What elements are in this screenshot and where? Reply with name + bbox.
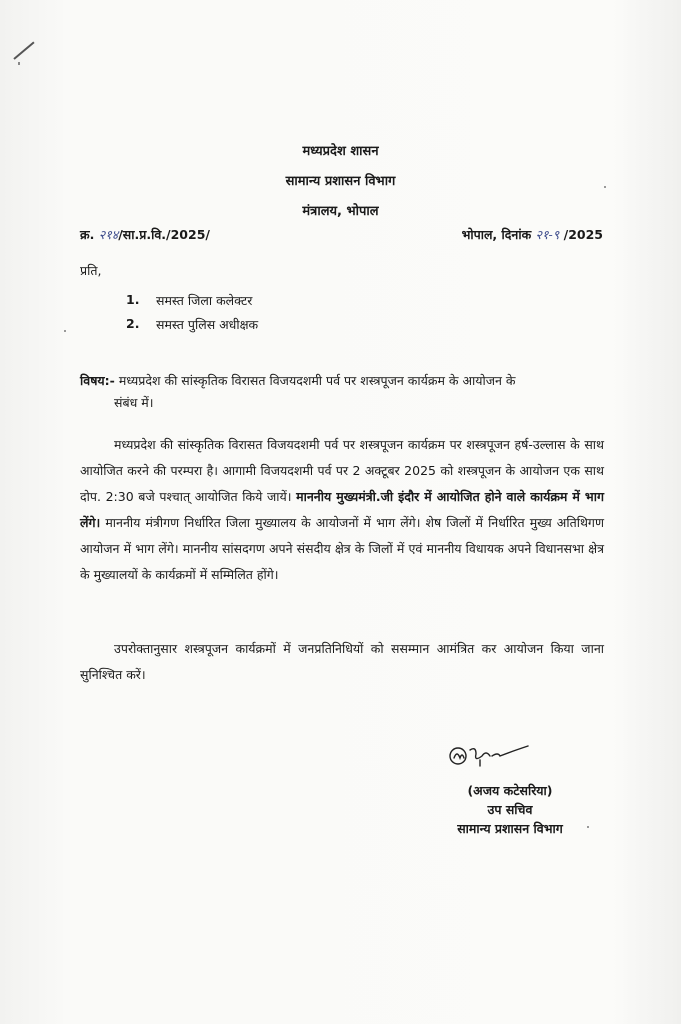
header-location: मंत्रालय, भोपाल <box>302 204 379 219</box>
recipient-item <box>126 316 258 333</box>
recipient-text: समस्त पुलिस अधीक्षक <box>156 317 259 332</box>
date-prefix: भोपाल, दिनांक <box>461 227 532 242</box>
reference-prefix: क्र. <box>80 227 95 242</box>
date-handwritten: २१-९ <box>535 227 560 242</box>
paper-speck <box>587 826 589 828</box>
letter-date <box>462 226 603 243</box>
recipient-number: 1. <box>126 292 140 307</box>
subject-text-line1: मध्यप्रदेश की सांस्कृतिक विरासत विजयदशमी पर्व पर शस्त्रपूजन कार्यक्रम के आयोजन के <box>118 373 516 388</box>
pen-mark <box>13 42 34 60</box>
para1-text-continued: माननीय मंत्रीगण निर्धारित जिला मुख्यालय के आयोजनों में भाग लेंगे। शेष जिलों में निर्धारित मुख्य अतिथिगण आयोजन में भाग लेंगे। माननीय सांसदगण अपने संसदीय क्षेत्र के जिलों में एवं माननीय विधायक अपने विधानसभा क्षेत्र के मुख्यालयों के कार्यक्रमों में सम्मिलित होंगे। <box>80 515 605 582</box>
subject-label: विषय:- <box>80 373 115 388</box>
subject-block <box>80 370 600 414</box>
recipient-item <box>126 292 252 309</box>
signatory-department: सामान्य प्रशासन विभाग <box>457 821 563 836</box>
pen-dot <box>18 62 20 65</box>
recipient-text: समस्त जिला कलेक्टर <box>156 293 253 308</box>
recipients-label: प्रति, <box>80 263 102 278</box>
subject-text-line2: संबंध में। <box>114 395 154 410</box>
para2-text: उपरोक्तानुसार शस्त्रपूजन कार्यक्रमों में जनप्रतिनिधियों को ससम्मान आमंत्रित कर आयोजन किया जाना सुनिश्चित करें। <box>80 641 604 682</box>
date-suffix: /2025 <box>563 227 603 242</box>
reference-handwritten-number: २१४ <box>98 227 119 242</box>
para1-text: मध्यप्रदेश की सांस्कृतिक विरासत विजयदशमी पर्व पर शस्त्रपूजन कार्यक्रम पर शस्त्रपूजन हर्ष-उल्लास के साथ आयोजित करने की परम्परा है। आगामी विजयदशमी पर्व पर 2 अक्टूबर 2025 को शस्त्रपूजन के आयोजन एक साथ दोप. 2:30 बजे पश्चात् आयोजित किये जायें। <box>80 437 604 504</box>
body-paragraph-1 <box>80 432 604 588</box>
reference-suffix: /सा.प्र.वि./2025/ <box>118 227 210 242</box>
header-department: सामान्य प्रशासन विभाग <box>285 174 396 189</box>
reference-number <box>80 226 210 243</box>
paper-speck <box>604 186 606 188</box>
signatory-designation: उप सचिव <box>487 802 533 817</box>
header-government: मध्यप्रदेश शासन <box>302 144 379 159</box>
para1-bold-text: माननीय मुख्यमंत्री.जी इंदौर में आयोजित होने वाले कार्यक्रम में भाग लेंगे। <box>80 489 604 530</box>
body-paragraph-2 <box>80 636 604 688</box>
paper-speck <box>64 330 66 332</box>
recipient-number: 2. <box>126 316 140 331</box>
signatory-name: (अजय कटेसरिया) <box>467 783 553 798</box>
signature-image <box>440 738 560 772</box>
signatory-block <box>420 781 600 838</box>
